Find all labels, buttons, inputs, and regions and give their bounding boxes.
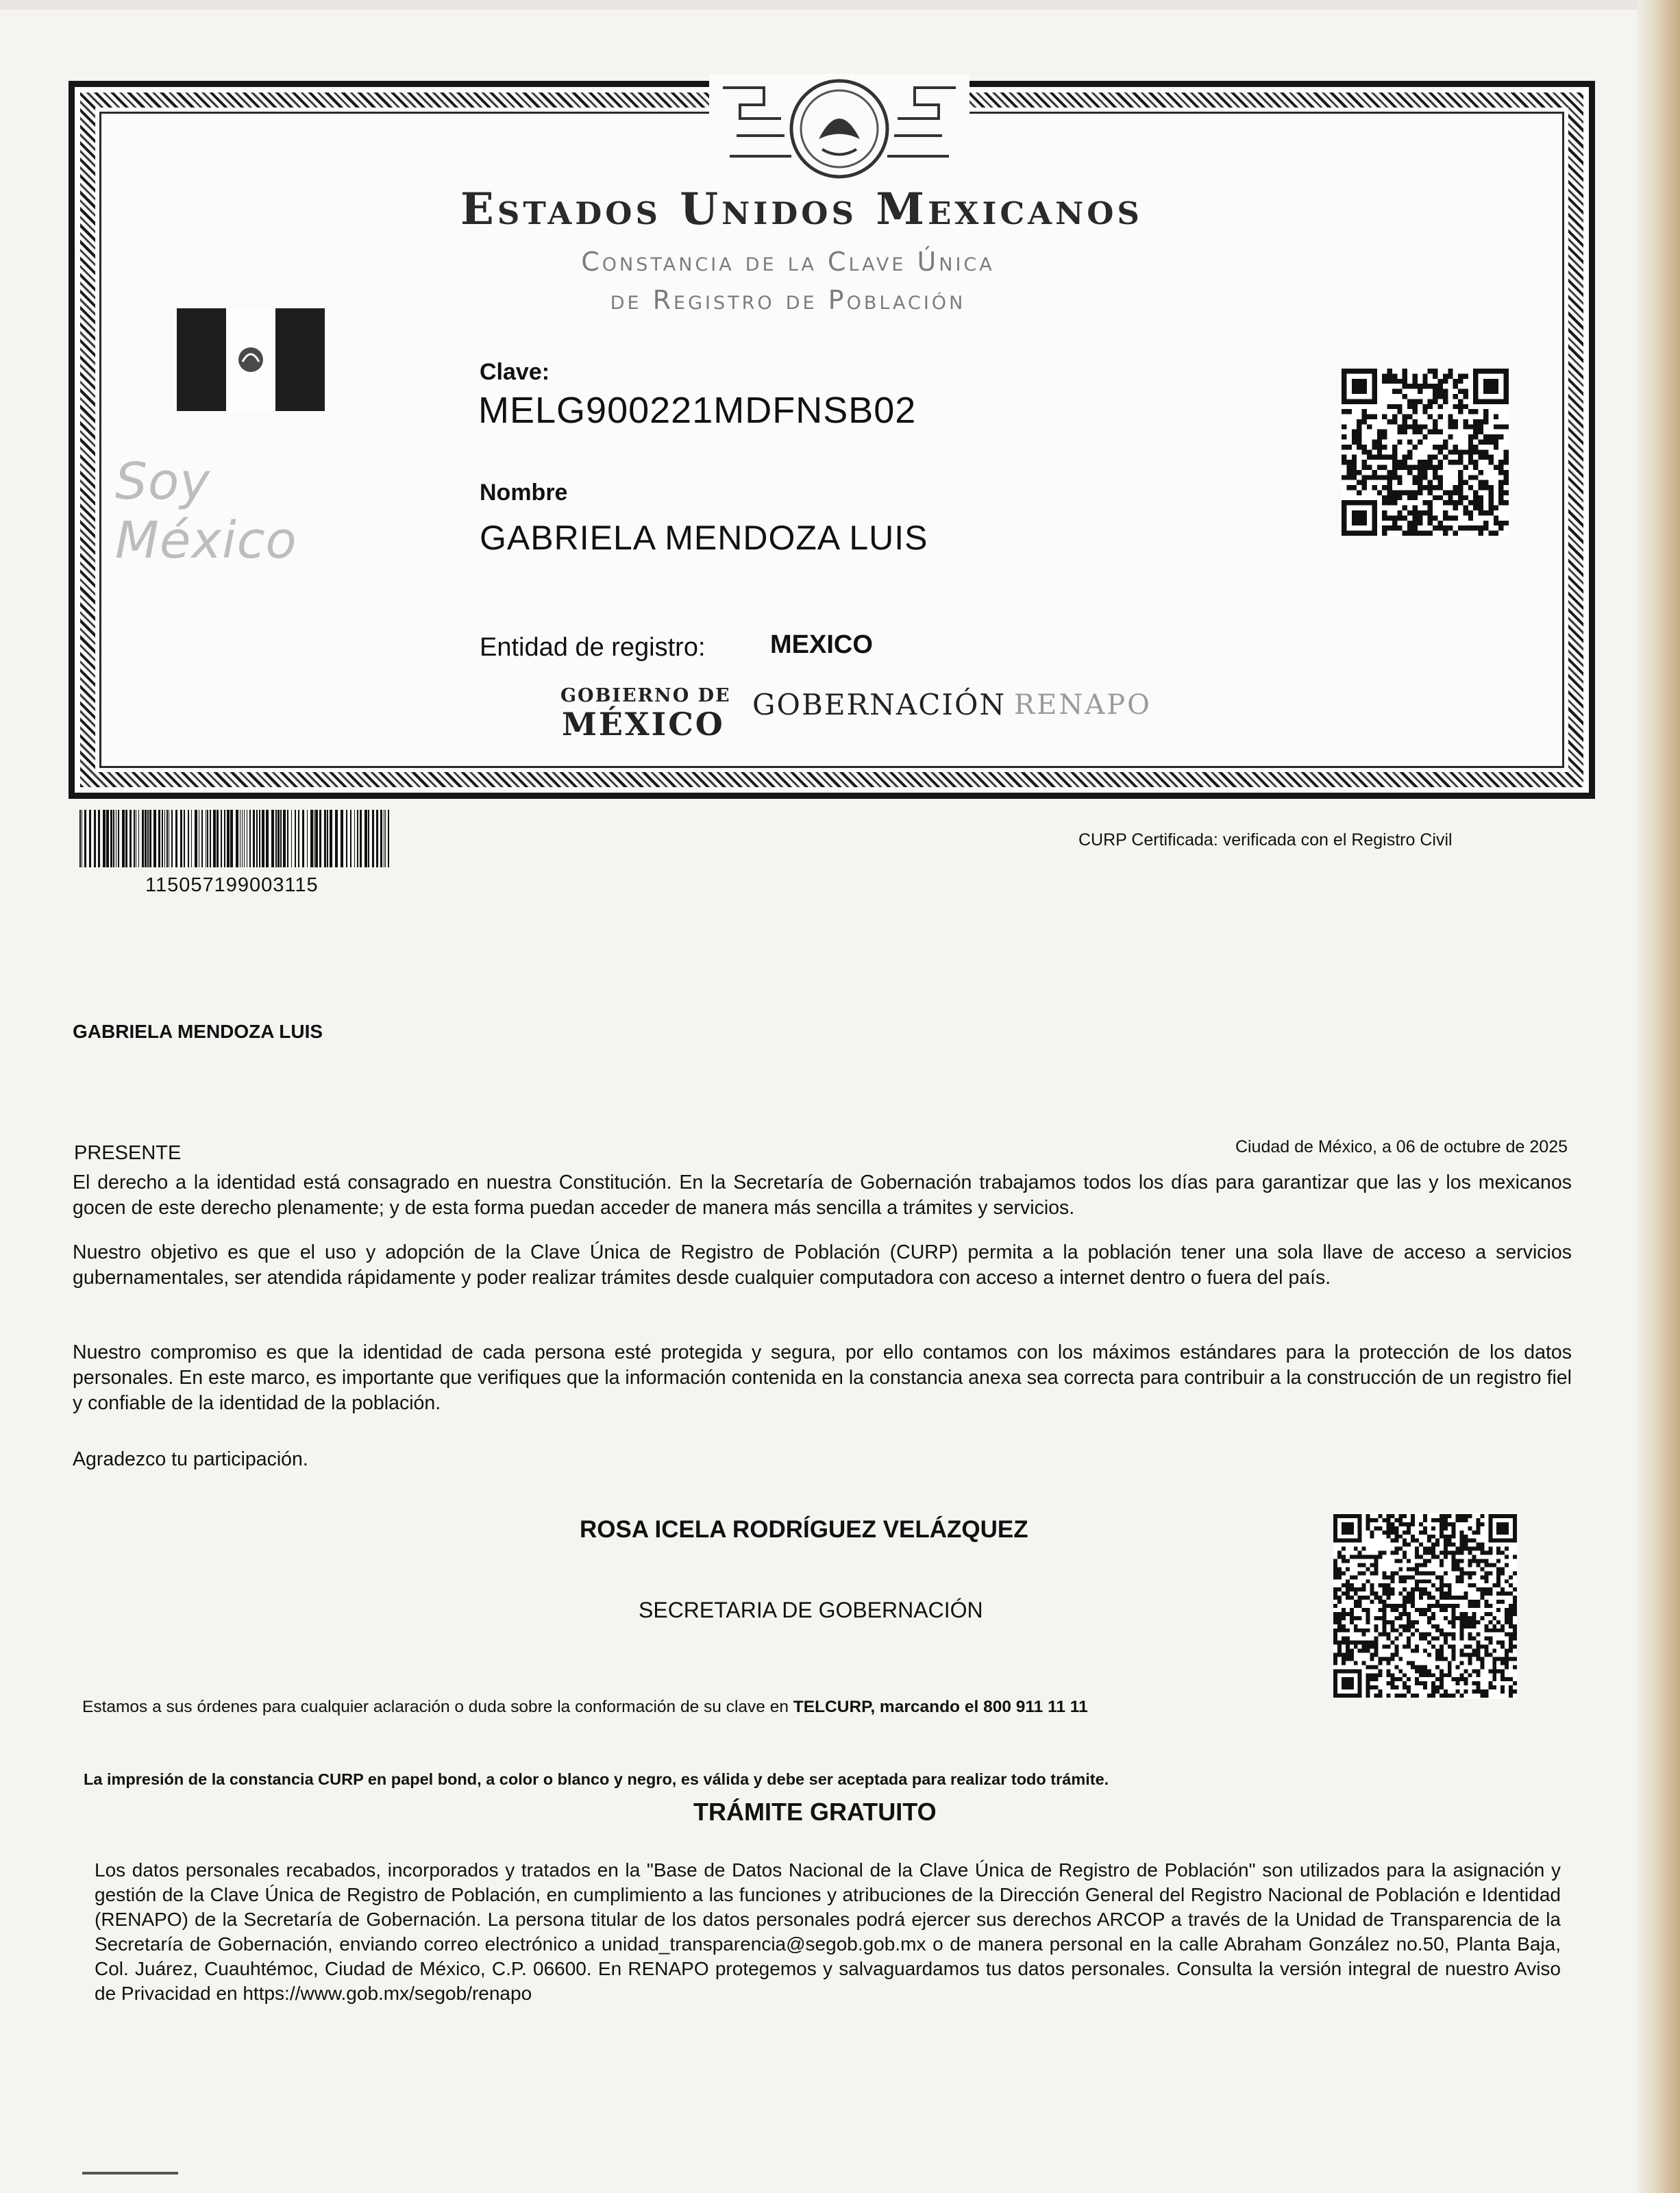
renapo-logo: RENAPO (1014, 689, 1152, 721)
certificate-title: Estados Unidos Mexicanos (460, 184, 1143, 235)
paper-top-edge (0, 0, 1680, 10)
certificate-subtitle-line2: de Registro de Población (610, 285, 966, 315)
tramite-gratuito-heading: TRÁMITE GRATUITO (693, 1798, 937, 1826)
clave-value: MELG900221MDFNSB02 (478, 390, 917, 431)
letter-paragraph-2: Nuestro objetivo es que el uso y adopción de la Clave Única de Registro de Población (CURP) permita a la población tener una sola llave de acceso a servicios gubernamentales, ser atendida rápidamente y poder realizar trámites desde cualquier computadora con acceso a internet dentro o fuera del país. (73, 1241, 1572, 1289)
telcurp-note (82, 1698, 1088, 1717)
qr-code-icon (1342, 367, 1509, 537)
privacy-notice: Los datos personales recabados, incorporados y tratados en la "Base de Datos Nacional de la Clave Única de Registro de Población" son utilizados para la asignación y gestión de la Clave Única de Registro de Población, en cumplimiento a las funciones y atribuciones de la Dirección General del Registro Nacional de Población e Identidad (RENAPO) de la Secretaría de Gobernación. La persona titular de los datos personales podrá ejercer sus derechos ARCOP a través de la Unidad de Transparencia de la Secretaría de Gobernación, enviando correo electrónico a unidad_transparencia@segob.gob.mx o de manera personal en la calle Abraham González no.50, Planta Baja, Col. Juárez, Cuauhtémoc, Ciudad de México, C.P. 06600. En RENAPO protegemos y salvaguardamos tus datos personales. Consulta la versión integral de nuestro Aviso de Privacidad en https://www.gob.mx/segob/renapo (95, 1859, 1561, 2004)
letter-date: Ciudad de México, a 06 de octubre de 2025 (1235, 1137, 1568, 1156)
letter-addressee: GABRIELA MENDOZA LUIS (73, 1021, 323, 1042)
letter-closing: Agradezco tu participación. (73, 1448, 308, 1470)
certificate-subtitle (480, 243, 1096, 319)
qr-code-signature-icon (1333, 1513, 1517, 1699)
mexican-flag-icon (177, 308, 325, 411)
letter-paragraph-3: Nuestro compromiso es que la identidad de cada persona esté protegida y segura, por ello contamos con los máximos estándares para la protección de los datos personales. En este marco, es importante que verifiques que la información contenida en la constancia anexa sea correcta para contribuir a la construcción de un registro fiel y confiable de la identidad de la población. (73, 1341, 1572, 1414)
gobierno-logo-line2: MÉXICO (562, 706, 725, 743)
gobierno-logo-line1: GOBIERNO DE (560, 685, 731, 706)
national-emblem-icon (709, 74, 969, 190)
telcurp-text: Estamos a sus órdenes para cualquier aclaración o duda sobre la conformación de su clave en (82, 1698, 793, 1716)
letter-paragraph-1: El derecho a la identidad está consagrado en nuestra Constitución. En la Secretaría de Gobernación trabajamos todos los días para garantizar que las y los mexicanos gocen de este derecho plenamente; y de esta forma puedan acceder de manera más sencilla a trámites y servicios. (73, 1172, 1572, 1219)
paper-right-edge (1638, 0, 1680, 2193)
entidad-value: MEXICO (770, 630, 873, 659)
telcurp-phone: TELCURP, marcando el 800 911 11 11 (793, 1698, 1088, 1716)
entidad-label: Entidad de registro: (480, 633, 706, 662)
certificate-subtitle-line1: Constancia de la Clave Única (581, 247, 995, 277)
letter-salutation: PRESENTE (74, 1142, 182, 1164)
curp-certificada-note: CURP Certificada: verificada con el Registro Civil (1078, 830, 1453, 850)
gobernacion-logo: GOBERNACIÓN (752, 688, 1006, 721)
signer-title: SECRETARIA DE GOBERNACIÓN (639, 1598, 983, 1622)
barcode-number: 115057199003115 (145, 874, 319, 896)
soy-mexico-watermark: Soy México (115, 452, 297, 570)
impresion-validity-note: La impresión de la constancia CURP en papel bond, a color o blanco y negro, es válida y debe ser aceptada para realizar todo trámite. (84, 1770, 1109, 1788)
footer-divider (82, 2172, 178, 2175)
nombre-label: Nombre (480, 480, 568, 506)
nombre-value: GABRIELA MENDOZA LUIS (480, 519, 928, 557)
barcode-icon (79, 810, 389, 867)
signer-name: ROSA ICELA RODRÍGUEZ VELÁZQUEZ (580, 1516, 1028, 1543)
clave-label: Clave: (480, 359, 550, 385)
